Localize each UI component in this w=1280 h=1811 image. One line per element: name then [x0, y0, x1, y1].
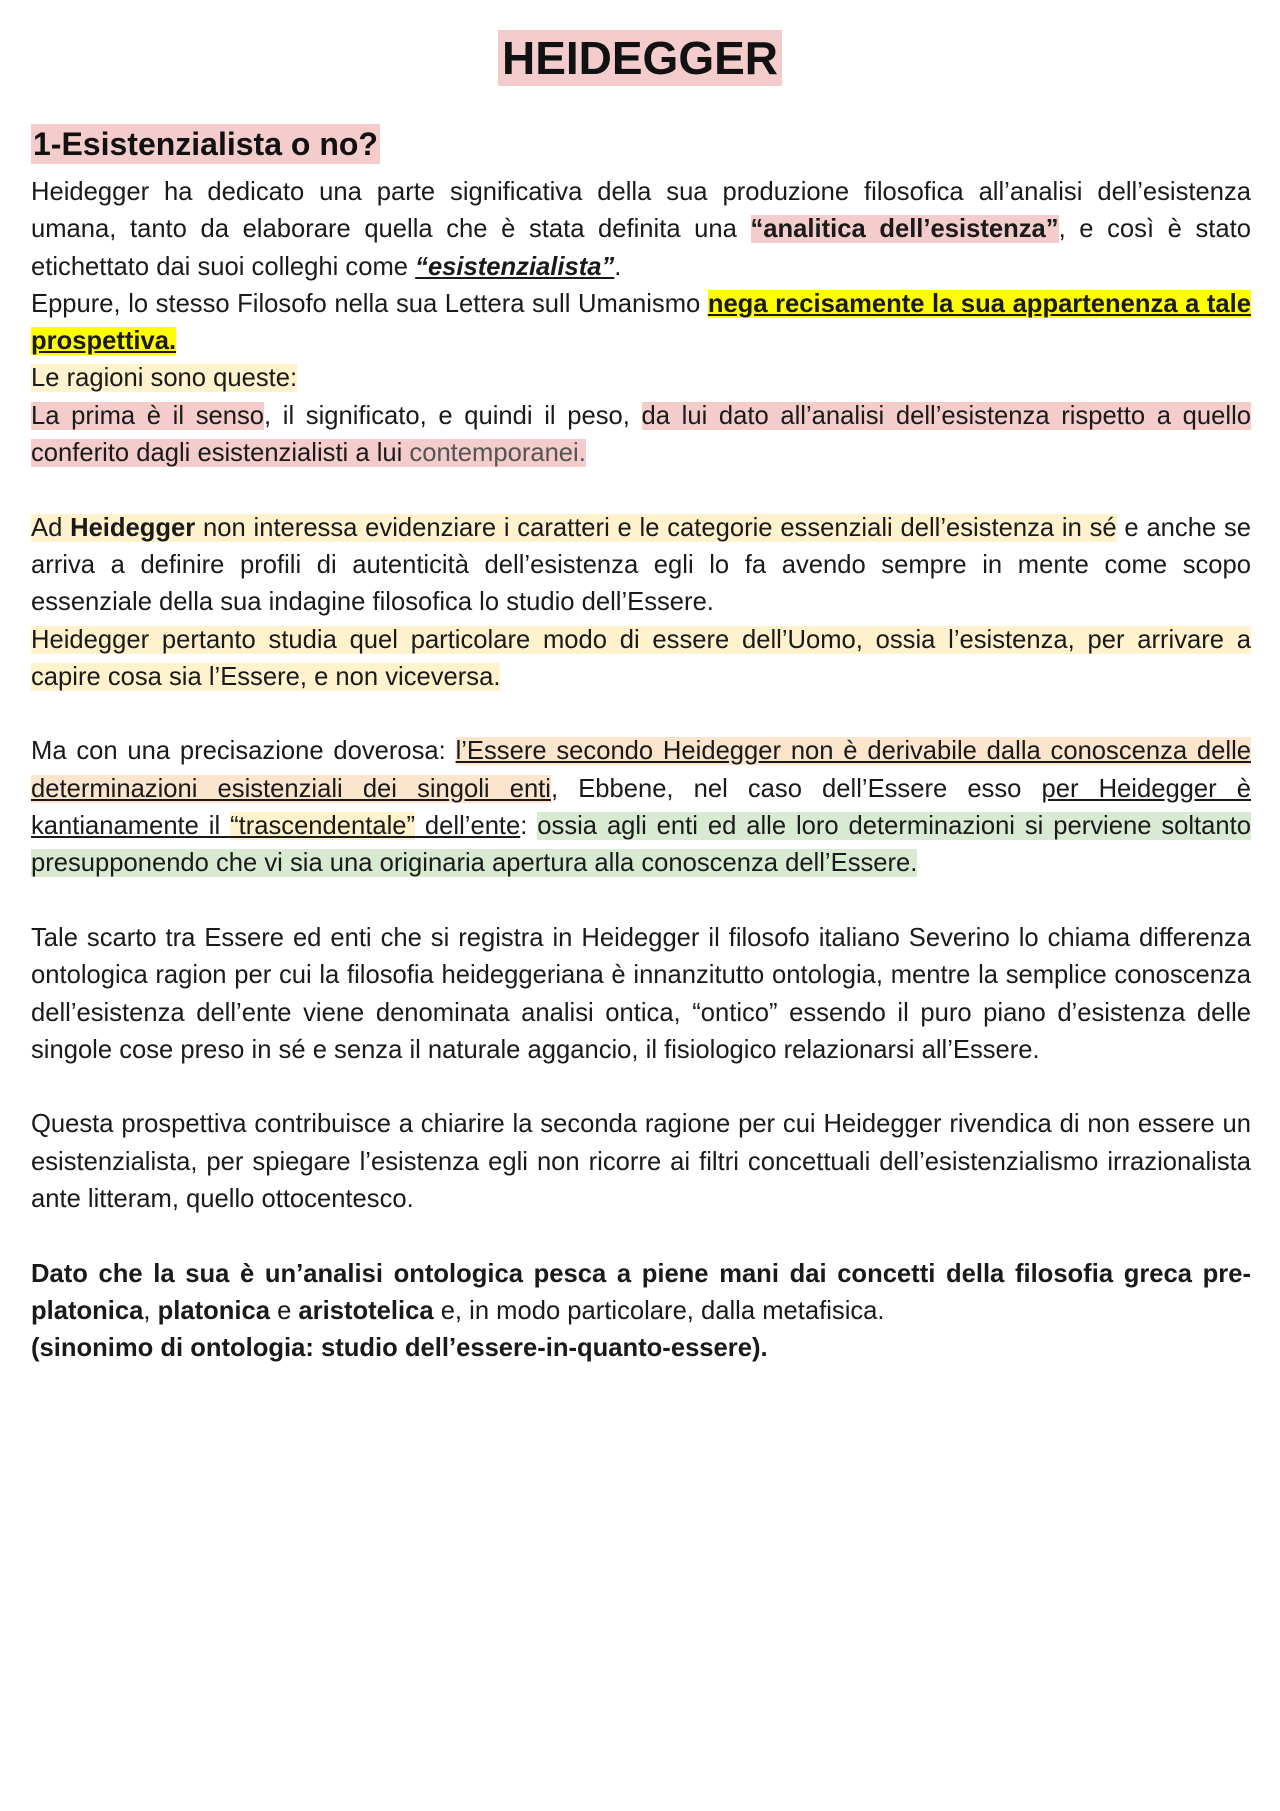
highlight-contemporanei: contemporanei. — [409, 439, 586, 468]
text-run: . — [614, 252, 622, 281]
highlight-trascendentale: “trascendentale” — [230, 812, 416, 841]
bold-platonica: platonica — [157, 1296, 270, 1325]
spacer — [31, 1218, 1251, 1255]
paragraph-prospettiva — [31, 1106, 1251, 1218]
text-run: Ad — [31, 513, 71, 542]
page-title: HEIDEGGER — [498, 30, 782, 86]
highlight-pertanto: Heidegger pertanto studia quel particolare modo di essere dell’Uomo, ossia l’esistenza, per arrivare a capire cosa sia l’Essere, e non viceversa. — [31, 625, 1251, 691]
spacer — [31, 883, 1251, 920]
paragraph-ragioni — [31, 360, 1251, 397]
paragraph-sinonimo — [31, 1330, 1251, 1367]
text-run: , Ebbene, nel caso dell’Essere esso — [550, 774, 1042, 803]
paragraph-prima — [31, 398, 1251, 473]
highlight-derivabile: l’Essere secondo Heidegger non è derivabile dalla conoscenza delle determinazioni esistenziali dei singoli enti — [31, 737, 1251, 803]
text-run: e anche se arriva a definire profili di autenticità dell’esistenza egli lo fa avendo sempre in mente come scopo essenziale della sua indagine filosofica lo studio dell’Essere. — [31, 513, 1251, 617]
bold-heidegger: Heidegger — [70, 513, 196, 542]
spacer — [31, 696, 1251, 733]
paragraph-pertanto — [31, 622, 1251, 697]
text-run: Heidegger ha dedicato una parte significativa della sua produzione filosofica all’analisi dell’esistenza umana, tanto da elaborare quella che è stata definita una — [31, 178, 1251, 244]
section-heading: 1-Esistenzialista o no? — [33, 126, 378, 162]
paragraph-essere — [31, 510, 1251, 622]
bold-run: Dato che la sua è un’analisi ontologica pesca a piene mani dai concetti della filosofia greca pre-platonica — [31, 1259, 1251, 1325]
text-run: Questa prospettiva contribuisce a chiarire la seconda ragione per cui Heidegger rivendica di non essere un esistenzialista, per spiegare l’esistenza egli non ricorre ai filtri concettuali dell’esistenzialismo irrazionalista ante litteram, quello ottocentesco. — [31, 1110, 1251, 1214]
highlight-apertura: ossia agli enti ed alle loro determinazioni si perviene soltanto presupponendo che vi sia una originaria apertura alla conoscenza dell’Essere. — [31, 812, 1251, 878]
text-run: , e così è stato etichettato dai suoi colleghi come — [31, 215, 1251, 281]
spacer — [31, 472, 1251, 509]
text-run: e, in modo particolare, dalla metafisica. — [433, 1296, 885, 1325]
document-body — [31, 174, 1251, 1368]
highlight-nega: nega recisamente la sua appartenenza a tale prospettiva. — [31, 289, 1251, 356]
underline-kantianamente: per Heidegger è kantianamente il — [31, 774, 1251, 841]
spacer — [31, 1069, 1251, 1106]
text-run: Tale scarto tra Essere ed enti che si registra in Heidegger il filosofo italiano Severino lo chiama differenza ontologica ragion per cui la filosofia heideggeriana è innanzitutto ontologia, mentre la semplice conoscenza dell’esistenza dell’ente viene denominata analisi ontica, “ontico” essendo il puro piano d’esistenza delle singole cose preso in sé e senza il naturale aggancio, il fisiologico relazionarsi all’Essere. — [31, 923, 1251, 1064]
underline-ente: dell’ente — [415, 812, 521, 841]
highlight-prima: La prima è il senso — [31, 401, 264, 430]
paragraph-lettera — [31, 286, 1251, 361]
text-run: (sinonimo di ontologia: studio dell’essere-in-quanto-essere). — [31, 1334, 768, 1363]
text-run: Ma con una precisazione doverosa: — [31, 737, 456, 766]
text-run: , — [143, 1296, 158, 1325]
text-run: e — [269, 1296, 299, 1325]
highlight-analitica: “analitica dell’esistenza” — [750, 215, 1059, 244]
bold-aristotelica: aristotelica — [298, 1296, 434, 1325]
text-run: Eppure, lo stesso Filosofo nella sua Lettera sull Umanismo — [31, 289, 708, 318]
paragraph-scarto — [31, 920, 1251, 1069]
paragraph-ontologica — [31, 1256, 1251, 1331]
highlight-ragioni: Le ragioni sono queste: — [31, 364, 298, 393]
title-container — [0, 30, 1280, 86]
highlight-caratteri: non interessa evidenziare i caratteri e le categorie essenziali dell’esistenza in sé — [195, 513, 1117, 542]
highlight-analisi: da lui dato all’analisi dell’esistenza rispetto a quello conferito dagli esistenzialisti a lui — [31, 401, 1251, 468]
emphasis-esistenzialista: “esistenzialista” — [415, 252, 615, 281]
paragraph-intro — [31, 174, 1251, 286]
text-run: , il significato, e quindi il peso, — [264, 401, 642, 430]
paragraph-precisazione — [31, 733, 1251, 882]
text-run: : — [520, 812, 538, 841]
